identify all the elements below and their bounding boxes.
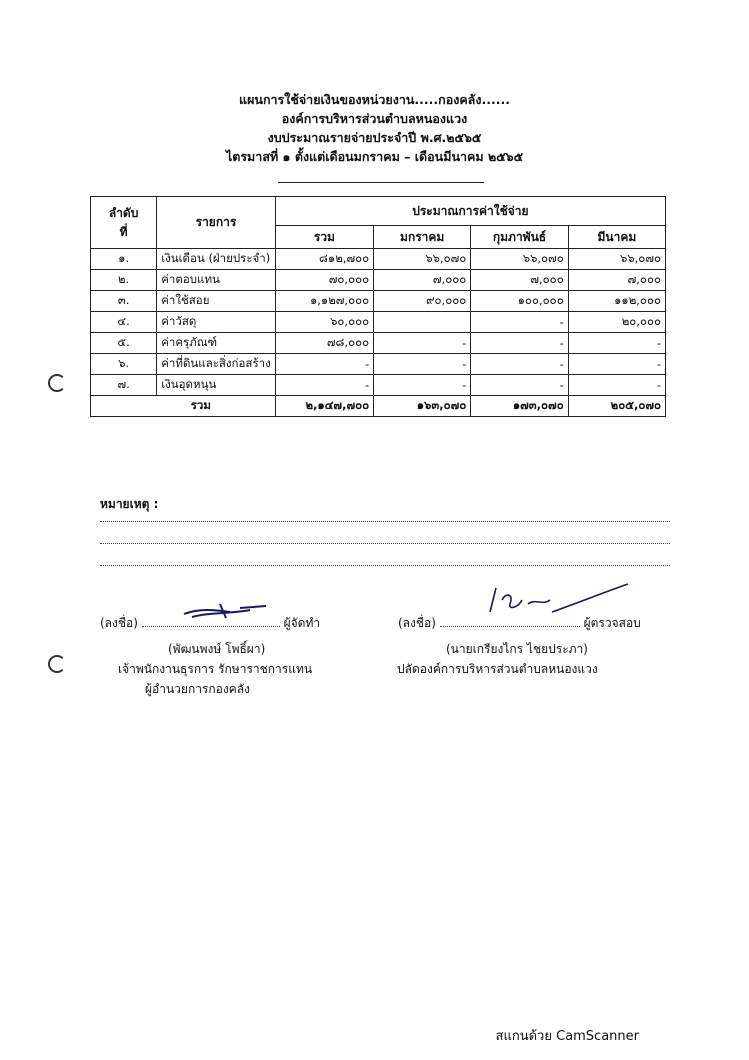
- remarks-label: หมายเหตุ :: [100, 497, 159, 511]
- row-jan: -: [374, 375, 471, 396]
- row-jan: [374, 312, 471, 333]
- total-label: รวม: [91, 396, 276, 417]
- table-row: [91, 270, 666, 291]
- remarks-line-1: [100, 521, 670, 522]
- signature-left-role: ผู้จัดทำ: [283, 616, 321, 630]
- table-row: [91, 312, 666, 333]
- row-item: เงินอุดหนุน: [157, 375, 276, 396]
- row-total: ๖๐,๐๐๐: [275, 312, 373, 333]
- signature-left-scrawl: [180, 600, 270, 622]
- signature-right-prefix: (ลงชื่อ): [398, 616, 436, 630]
- col-no-label: ลำดับ: [108, 205, 139, 220]
- signature-right-blank: [440, 626, 580, 627]
- total-row: [91, 396, 666, 417]
- header-line-1: แผนการใช้จ่ายเงินของหน่วยงาน.....กองคลัง......: [239, 92, 510, 107]
- row-total: -: [275, 354, 373, 375]
- total-sum: ๒,๑๔๗,๗๐๐: [275, 396, 373, 417]
- table-row: [91, 249, 666, 270]
- row-item: ค่าตอบแทน: [157, 270, 276, 291]
- signature-right-scrawl: [480, 582, 630, 622]
- row-total: ๘๑๒,๗๐๐: [275, 249, 373, 270]
- col-item-header: รายการ: [157, 197, 276, 249]
- col-jan-header: มกราคม: [374, 226, 471, 249]
- row-feb: ๗,๐๐๐: [471, 270, 568, 291]
- row-feb: -: [471, 333, 568, 354]
- row-mar: ๑๑๒,๐๐๐: [568, 291, 665, 312]
- budget-table: [90, 196, 666, 417]
- row-mar: ๗,๐๐๐: [568, 270, 665, 291]
- table-row: [91, 375, 666, 396]
- row-item: ค่าครุภัณฑ์: [157, 333, 276, 354]
- signature-left-prefix: (ลงชื่อ): [100, 616, 138, 630]
- signature-left-position-2: ผู้อำนวยการกองคลัง: [145, 682, 250, 696]
- header-divider: [278, 182, 484, 183]
- row-jan: ๗,๐๐๐: [374, 270, 471, 291]
- signature-left-name: (พัฒนพงษ์ โพธิ์ผา): [168, 642, 266, 656]
- signature-left-position-1: เจ้าพนักงานธุรการ รักษาราชการแทน: [118, 662, 313, 676]
- row-number: ๑.: [91, 249, 157, 270]
- total-mar: ๒๐๕,๐๗๐: [568, 396, 665, 417]
- header-line-3: งบประมาณรายจ่ายประจำปี พ.ศ.๒๕๖๕: [267, 130, 482, 145]
- row-item: เงินเดือน (ฝ่ายประจำ): [157, 249, 276, 270]
- row-mar: -: [568, 375, 665, 396]
- table-row: [91, 333, 666, 354]
- col-feb-header: กุมภาพันธ์: [471, 226, 568, 249]
- row-number: ๒.: [91, 270, 157, 291]
- row-number: ๓.: [91, 291, 157, 312]
- row-total: ๑,๑๒๗,๐๐๐: [275, 291, 373, 312]
- row-number: ๔.: [91, 312, 157, 333]
- row-number: ๗.: [91, 375, 157, 396]
- signature-right-position-1: ปลัดองค์การบริหารส่วนตำบลหนองแวง: [397, 662, 598, 676]
- row-mar: ๒๐,๐๐๐: [568, 312, 665, 333]
- remarks-line-2: [100, 543, 670, 544]
- col-mar-header: มีนาคม: [568, 226, 665, 249]
- row-number: ๖.: [91, 354, 157, 375]
- row-jan: ๖๖,๐๗๐: [374, 249, 471, 270]
- table-row: [91, 291, 666, 312]
- row-jan: ๙๐,๐๐๐: [374, 291, 471, 312]
- row-jan: -: [374, 333, 471, 354]
- table-row: [91, 354, 666, 375]
- signature-left-blank: [142, 626, 280, 627]
- row-feb: -: [471, 375, 568, 396]
- document-header: [0, 90, 749, 166]
- row-item: ค่าใช้สอย: [157, 291, 276, 312]
- row-total: -: [275, 375, 373, 396]
- row-number: ๕.: [91, 333, 157, 354]
- row-total: ๗๐,๐๐๐: [275, 270, 373, 291]
- punch-hole-icon: [48, 374, 66, 392]
- col-no-label-2: ที่: [119, 224, 128, 239]
- total-jan: ๑๖๓,๐๗๐: [374, 396, 471, 417]
- total-feb: ๑๗๓,๐๗๐: [471, 396, 568, 417]
- row-mar: -: [568, 333, 665, 354]
- table-body: [91, 249, 666, 396]
- scanner-watermark: สแกนด้วย CamScanner: [495, 1029, 639, 1044]
- row-jan: -: [374, 354, 471, 375]
- row-mar: ๖๖,๐๗๐: [568, 249, 665, 270]
- row-mar: -: [568, 354, 665, 375]
- row-feb: ๖๖,๐๗๐: [471, 249, 568, 270]
- header-line-2: องค์การบริหารส่วนตำบลหนองแวง: [281, 111, 468, 126]
- row-feb: ๑๐๐,๐๐๐: [471, 291, 568, 312]
- col-no-header: [91, 197, 157, 249]
- row-total: ๗๘,๐๐๐: [275, 333, 373, 354]
- punch-hole-icon: [48, 655, 66, 673]
- signature-right-role: ผู้ตรวจสอบ: [583, 616, 641, 630]
- header-line-4: ไตรมาสที่ ๑ ตั้งแต่เดือนมกราคม – เดือนมีนาคม ๒๕๖๕: [225, 149, 524, 164]
- col-total-header: รวม: [275, 226, 373, 249]
- row-item: ค่าที่ดินและสิ่งก่อสร้าง: [157, 354, 276, 375]
- signature-right-name: (นายเกรียงไกร ไชยประภา): [446, 642, 588, 656]
- remarks-line-3: [100, 565, 670, 566]
- row-feb: -: [471, 312, 568, 333]
- row-feb: -: [471, 354, 568, 375]
- row-item: ค่าวัสดุ: [157, 312, 276, 333]
- col-group-header: ประมาณการค่าใช้จ่าย: [275, 197, 665, 226]
